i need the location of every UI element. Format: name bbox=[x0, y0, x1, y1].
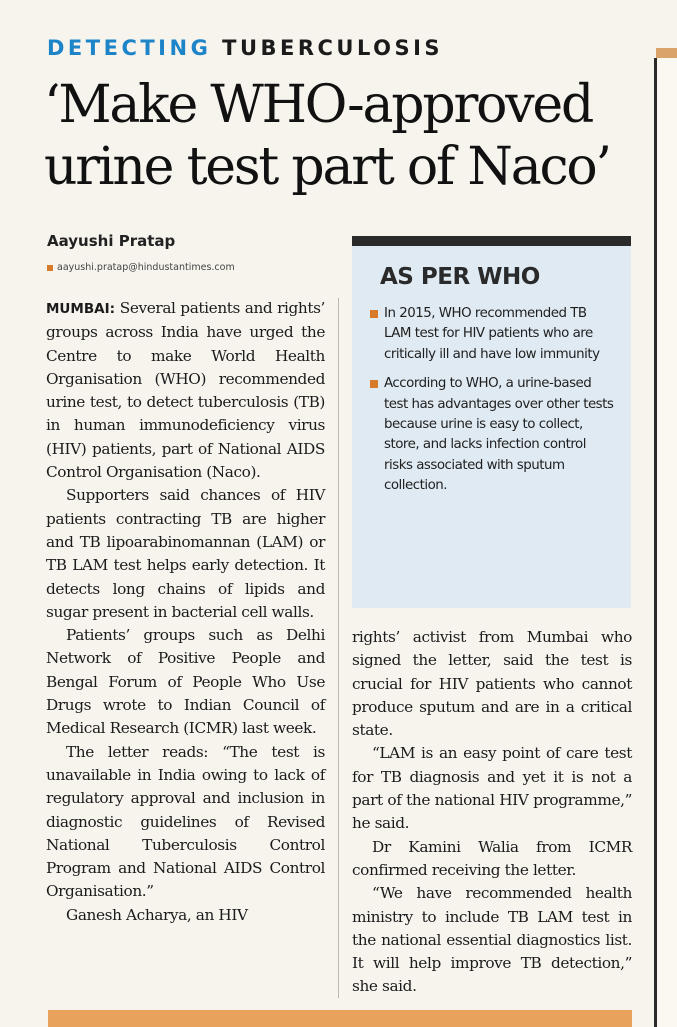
article-column-right bbox=[352, 626, 632, 999]
sidebar-box-title: AS PER WHO bbox=[380, 264, 540, 290]
adjacent-page-edge bbox=[654, 58, 677, 1027]
paragraph-text: Several patients and rights’ groups across India have urged the Centre to make World Health Organisation (WHO) recommended urine test, to detect tuberculosis (TB) in human immunodeficiency virus (HIV) patients, part of National AIDS Control Organisation (Naco). bbox=[46, 299, 325, 482]
article-paragraph: “We have recommended health ministry to include TB LAM test in the national essential diagnostics list. It will help improve TB detection,” she said. bbox=[352, 884, 632, 996]
dateline: MUMBAI: bbox=[46, 301, 115, 317]
square-bullet-icon bbox=[370, 380, 378, 388]
sidebar-item-text: In 2015, WHO recommended TB LAM test for HIV patients who are critically ill and have low immunity bbox=[384, 306, 600, 362]
email-bullet-icon bbox=[47, 265, 53, 271]
kicker-accent: DETECTING bbox=[47, 36, 212, 60]
square-bullet-icon bbox=[370, 310, 378, 318]
article-paragraph bbox=[46, 297, 325, 484]
article-paragraph: Supporters said chances of HIV patients contracting TB are higher and TB lipoarabinomannan (LAM) or TB LAM test helps early detection. It detects long chains of lipids and sugar present in bacterial cell walls. bbox=[46, 486, 325, 621]
kicker-topic: TUBERCULOSIS bbox=[222, 36, 444, 60]
article-paragraph: rights’ activist from Mumbai who signed the letter, said the test is crucial for HIV patients who cannot produce sputum and are in a critical state. bbox=[352, 628, 632, 740]
article-paragraph: “LAM is an easy point of care test for TB diagnosis and yet it is not a part of the national HIV programme,” he said. bbox=[352, 744, 632, 833]
sidebar-item-text: According to WHO, a urine-based test has advantages over other tests because urine is easy to collect, store, and lacks infection control risks associated with sputum collection. bbox=[384, 376, 614, 494]
next-story-strip bbox=[48, 1010, 632, 1027]
section-kicker bbox=[47, 36, 443, 60]
byline-author: Aayushi Pratap bbox=[47, 232, 176, 250]
sidebar-box bbox=[352, 246, 631, 608]
sidebar-box-bar bbox=[352, 236, 631, 246]
article-paragraph: Patients’ groups such as Delhi Network of Positive People and Bengal Forum of People Who Use Drugs wrote to Indian Council of Medical Research (ICMR) last week. bbox=[46, 626, 325, 738]
article-paragraph: Ganesh Acharya, an HIV bbox=[66, 905, 248, 924]
article-paragraph: Dr Kamini Walia from ICMR confirmed receiving the letter. bbox=[352, 837, 632, 879]
sidebar-list-item bbox=[368, 304, 615, 365]
byline-email bbox=[47, 262, 235, 273]
email-address: aayushi.pratap@hindustantimes.com bbox=[57, 262, 235, 273]
column-divider bbox=[338, 298, 339, 998]
article-column-left bbox=[46, 297, 325, 927]
sidebar-list-item bbox=[368, 374, 615, 496]
headline: ‘Make WHO-approved urine test part of Naco’ bbox=[44, 75, 610, 197]
article-paragraph: The letter reads: “The test is unavailable in India owing to lack of regulatory approval and inclusion in diagnostic guidelines of Revised National Tuberculosis Control Program and National AIDS Control Organisation.” bbox=[46, 742, 325, 901]
